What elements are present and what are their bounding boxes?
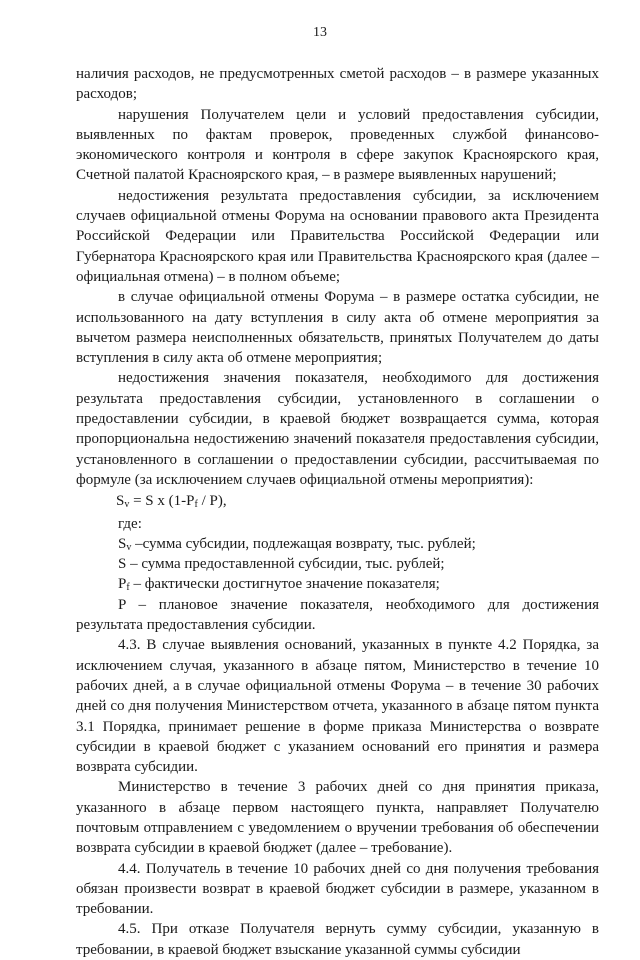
definition-pf [76, 574, 599, 594]
definition-subscript: v [126, 541, 132, 553]
document-body [76, 64, 599, 960]
paragraph: нарушения Получателем цели и условий предоставления субсидии, выявленных по фактам проверок, проведенных службой финансово-экономического контроля и контроля в сфере закупок Красноярского края, Счетной палатой Красноярского края, – в размере выявленных нарушений; [76, 106, 599, 184]
definition-s [76, 554, 599, 574]
paragraph: недостижения значения показателя, необходимого для достижения результата предоставления субсидии, установленного в соглашении о предоставлении субсидии, в краевой бюджет возвращается сумма, которая пропорциональна недостижению значений показателя предоставления субсидии, установленного в соглашении о предоставлении субсидии, рассчитываемая по формуле (за исключением случаев официальной отмены мероприятия): [76, 370, 599, 488]
where-label: где: [118, 515, 142, 532]
formula-pf-sub: f [194, 499, 198, 511]
definition-text: – фактически достигнутое значение показателя; [129, 576, 440, 593]
page-number: 13 [313, 25, 327, 40]
definition-p: P – плановое значение показателя, необходимого для достижения результата предоставления субсидии. [76, 596, 599, 634]
paragraph: недостижения результата предоставления субсидии, за исключением случаев официальной отмены Форума на основании правового акта Президента Российской Федерации или Правительства Российской Федерации или Губернатора Красноярского края или Правительства Красноярского края (далее – официальная отмена) – в полном объеме; [76, 187, 599, 285]
paragraph: Министерство в течение 3 рабочих дней со дня принятия приказа, указанного в абзаце первом настоящего пункта, направляет Получателю почтовым отправлением с уведомлением о вручении требования об обеспечении возврата субсидии в краевой бюджет (далее – требование). [76, 779, 599, 857]
definition-symbol: P [118, 576, 127, 593]
paragraph: в случае официальной отмены Форума – в размере остатка субсидии, не использованного на дату вступления в силу акта об отмене мероприятия за вычетом размера неисполненных обязательств, принятых Получателем до даты вступления в силу акта об отмене мероприятия; [76, 289, 599, 367]
paragraph: 4.4. Получатель в течение 10 рабочих дней со дня получения требования обязан произвести возврат в краевой бюджет субсидии в размере, указанном в требовании. [76, 860, 599, 918]
definition-text: –сумма субсидии, подлежащая возврату, тыс. рублей; [131, 535, 476, 552]
definition-symbol: S [118, 556, 127, 573]
formula-sv: S [116, 493, 125, 510]
formula [76, 491, 599, 511]
paragraph: наличия расходов, не предусмотренных сметой расходов – в размере указанных расходов; [76, 66, 599, 103]
paragraph: 4.5. При отказе Получателя вернуть сумму субсидии, указанную в требовании, в краевой бюджет взыскание указанной суммы субсидии [76, 921, 599, 958]
formula-sv-sub: v [124, 499, 130, 511]
formula-middle: = S x (1-P [129, 493, 195, 510]
paragraph: 4.3. В случае выявления оснований, указанных в пункте 4.2 Порядка, за исключением случая, указанного в абзаце пятом, Министерство в течение 10 рабочих дней, а в случае официальной отмены Форума – в течение 30 рабочих дней со дня получения Министерством отчета, указанного в абзаце пятом пункта 3.1 Порядка, принимает решение в форме приказа Министерства о возврате субсидии в краевой бюджет с указанием оснований его принятия и размера возврата субсидии. [76, 637, 599, 776]
definition-text: – сумма предоставленной субсидии, тыс. рублей; [126, 556, 445, 573]
formula-end: / P), [197, 493, 227, 510]
definition-subscript: f [126, 582, 130, 594]
definition-symbol: S [118, 535, 127, 552]
definition-sv [76, 534, 599, 554]
